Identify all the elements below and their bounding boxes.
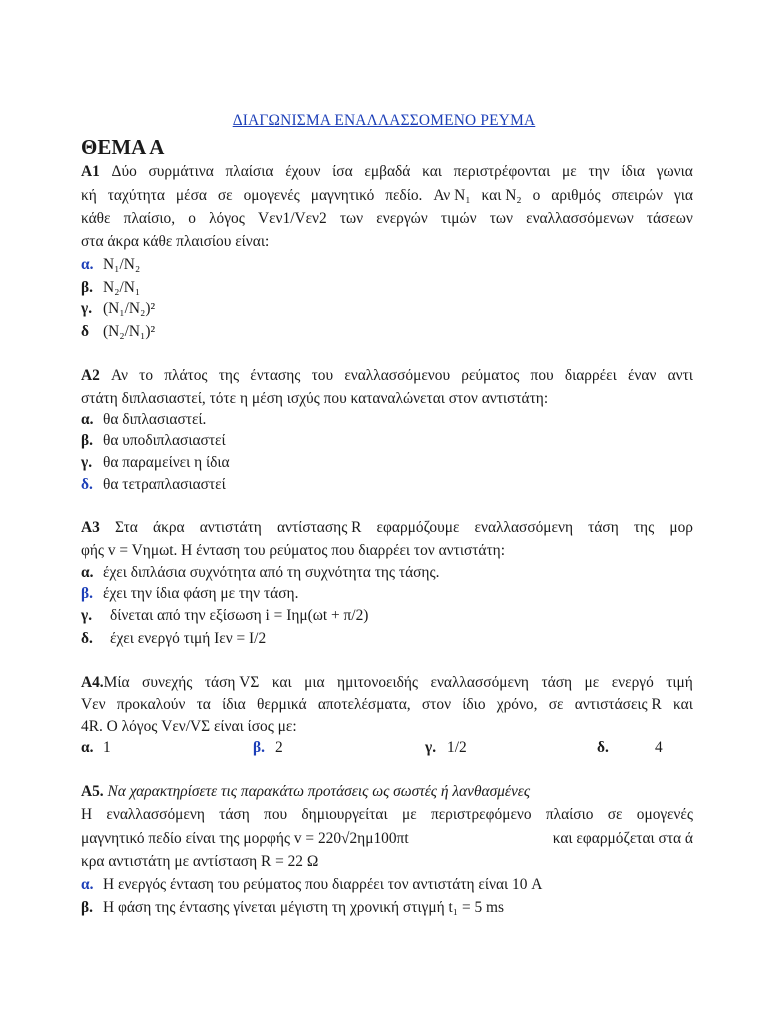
a5-statement-b: β. Η φάση της έντασης γίνεται μέγιστη τη χρονική στιγμή t₁ = 5 ms [81, 899, 504, 916]
a2-number: A2 [81, 367, 100, 384]
a4-option-a: α. 1 [81, 739, 111, 756]
a4-line-3: 4R. Ο λόγος Vεν/VΣ είναι ίσος με: [81, 718, 297, 735]
a1-option-a: α. N₁/N₂ [81, 256, 141, 273]
a1-line-4: στα άκρα κάθε πλαισίου είναι: [81, 233, 270, 250]
a2-option-c: γ. θα παραμείνει η ίδια [81, 454, 230, 471]
a5-line-2: μαγνητικό πεδίο είναι της μορφής v = 220√2ημ100πt και εφαρμόζεται στα ά [81, 830, 693, 847]
a3-option-b: β. έχει την ίδια φάση με την τάση. [81, 585, 299, 602]
section-heading: ΘΕΜΑ Α [81, 135, 165, 159]
a5-instruction: Να χαρακτηρίσετε τις παρακάτω προτάσεις ως σωστές ή λανθασμένες [107, 783, 531, 800]
a1-option-b: β. N₂/N₁ [81, 279, 141, 296]
a4-option-b: β. 2 [253, 739, 283, 756]
a2-option-b: β. θα υποδιπλασιαστεί [81, 432, 226, 449]
a5-statement-a: α. Η ενεργός ένταση του ρεύματος που διαρρέει τον αντιστάτη είναι 10 A [81, 876, 543, 893]
a1-line-1: A1 Δύο συρμάτινα πλαίσια έχουν ίσα εμβαδά και περιστρέφονται με την ίδια γωνια [81, 163, 693, 180]
a4-option-c: γ. 1/2 [425, 739, 467, 756]
a2-option-a: α. θα διπλασιαστεί. [81, 411, 207, 428]
a4-option-d: δ. 4 [597, 739, 663, 756]
a3-option-c: γ. δίνεται από την εξίσωση i = Iημ(ωt + π/2) [81, 607, 369, 624]
a4-line-2: Vεν προκαλούν τα ίδια θερμικά αποτελέσματα, στον ίδιο χρόνο, σε αντιστάσεις R και [81, 696, 693, 713]
a1-line-2: κή ταχύτητα μέσα σε ομογενές μαγνητικό πεδίο. Αν N₁ και N₂ ο αριθμός σπειρών για [81, 187, 693, 204]
a4-number: A4. [81, 674, 104, 691]
a5-line-1: Η εναλλασσόμενη τάση που δημιουργείται με περιστρεφόμενο πλαίσιο σε ομογενές [81, 806, 693, 823]
a1-number: A1 [81, 163, 100, 180]
document-title: ΔΙΑΓΩΝΙΣΜΑ ΕΝΑΛΛΑΣΣΟΜΕΝΟ ΡΕΥΜΑ [232, 112, 536, 129]
a5-number: A5. [81, 783, 104, 800]
a3-option-d: δ. έχει ενεργό τιμή Iεν = I/2 [81, 630, 267, 647]
a1-line-3: κάθε πλαίσιο, ο λόγος Vεν1/Vεν2 των ενεργών τιμών των εναλλασσόμενων τάσεων [81, 210, 693, 227]
a2-option-d: δ. θα τετραπλασιαστεί [81, 476, 226, 493]
a1-option-c: γ. (N₁/N₂)² [81, 300, 156, 317]
a2-line-1: A2 Αν το πλάτος της έντασης του εναλλασσόμενου ρεύματος που διαρρέει έναν αντι [81, 367, 693, 384]
a5-line-3: κρα αντιστάτη με αντίσταση R = 22 Ω [81, 853, 319, 870]
a3-option-a: α. έχει διπλάσια συχνότητα από τη συχνότητα της τάσης. [81, 564, 440, 581]
a5-line-instruction [81, 782, 530, 802]
a3-line-1: A3 Στα άκρα αντιστάτη αντίστασης R εφαρμόζουμε εναλλασσόμενη τάση της μορ [81, 519, 693, 536]
a2-line-2: στάτη διπλασιαστεί, τότε η μέση ισχύς που καταναλώνεται στον αντιστάτη: [81, 390, 549, 407]
a1-option-d: δ (N₂/N₁)² [81, 323, 156, 340]
a3-number: A3 [81, 519, 100, 536]
a4-line-1: A4.Μία συνεχής τάση VΣ και μια ημιτονοειδής εναλλασσόμενη τάση με ενεργό τιμή [81, 674, 693, 691]
a3-line-2: φής v = Vημωt. Η ένταση του ρεύματος που διαρρέει τον αντιστάτη: [81, 542, 506, 559]
